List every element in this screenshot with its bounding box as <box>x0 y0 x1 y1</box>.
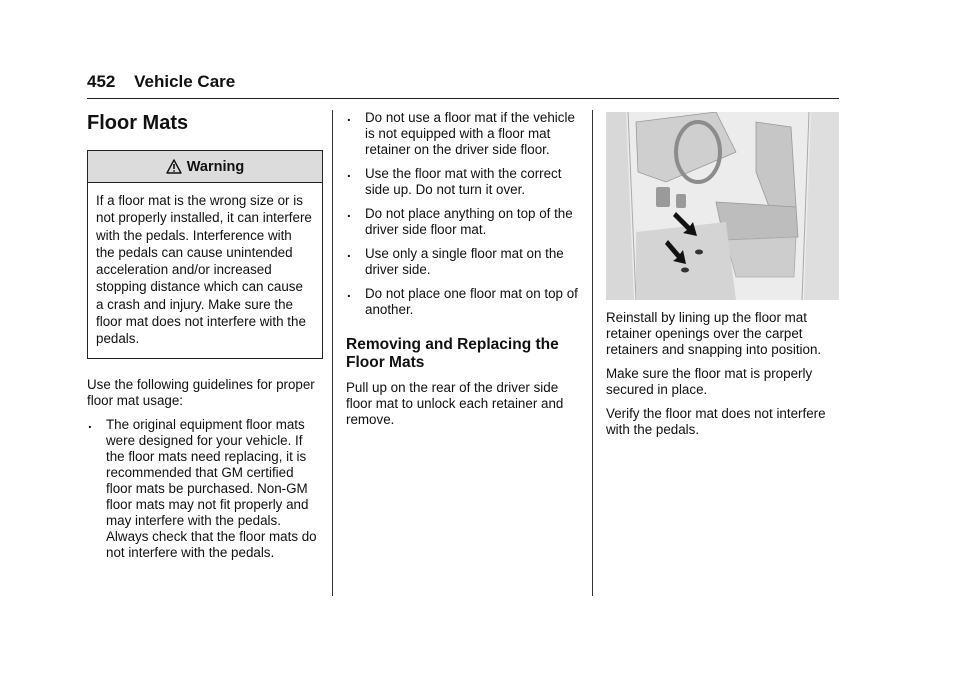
list-item-text: Do not place anything on top of the driver side floor mat. <box>365 206 573 237</box>
list-item <box>87 417 320 561</box>
floor-mat-illustration <box>606 112 839 300</box>
page-title: Floor Mats <box>87 112 189 134</box>
intro-paragraph: Use the following guidelines for proper floor mat usage: <box>87 376 315 408</box>
warning-box <box>87 150 323 359</box>
list-item <box>346 206 578 238</box>
column-2 <box>346 110 578 436</box>
list-item <box>346 166 578 198</box>
header-divider <box>87 98 839 99</box>
subsection-title: Removing and Replacing the Floor Mats <box>346 336 559 371</box>
warning-text: If a floor mat is the wrong size or is not properly installed, it can interfere with the pedals. Interference with the pedals can cause unintended acceleration and/or increased stopping distance which can cause a crash and injury. Make sure the floor mat does not interfere with the pedals. <box>96 193 312 347</box>
bullet-glyph: . <box>347 109 351 124</box>
body-paragraph: Pull up on the rear of the driver side floor mat to unlock each retainer and remove. <box>346 380 564 427</box>
list-item-text: The original equipment floor mats were designed for your vehicle. If the floor mats need replacing, it is recommended that GM certified floor mats be purchased. Non-GM floor mats may not fit properly and may interfere with the pedals. Always check that the floor mats do not interfere with the pedals. <box>106 416 317 560</box>
section-name: Vehicle Care <box>134 72 236 91</box>
body-paragraph: Make sure the floor mat is properly secured in place. <box>606 366 813 397</box>
bullet-glyph: . <box>347 285 351 300</box>
list-item-text: Do not place one floor mat on top of another. <box>365 286 578 317</box>
list-item-text: Use the floor mat with the correct side up. Do not turn it over. <box>365 166 562 197</box>
bullet-glyph: . <box>347 245 351 260</box>
list-item <box>346 110 578 158</box>
column-3 <box>606 110 840 446</box>
body-paragraph: Verify the floor mat does not interfere with the pedals. <box>606 406 826 437</box>
bullet-glyph: . <box>347 165 351 180</box>
list-item <box>346 286 578 318</box>
page-number: 452 <box>87 72 116 91</box>
column-divider <box>332 110 333 596</box>
warning-label: Warning <box>186 158 245 175</box>
warning-triangle-icon <box>166 159 182 174</box>
list-item-text: Use only a single floor mat on the driver side. <box>365 246 564 277</box>
warning-header <box>88 151 322 183</box>
floor-mat-illustration-icon <box>606 112 839 300</box>
bullet-glyph: . <box>347 205 351 220</box>
column-1 <box>87 110 320 569</box>
bullet-glyph: . <box>88 415 92 431</box>
list-item <box>346 246 578 278</box>
bullet-list <box>346 110 578 318</box>
bullet-list <box>87 417 320 561</box>
column-divider <box>592 110 593 596</box>
list-item-text: Do not use a floor mat if the vehicle is not equipped with a floor mat retainer on the driver side floor. <box>365 110 575 157</box>
page-header <box>87 72 235 92</box>
body-paragraph: Reinstall by lining up the floor mat retainer openings over the carpet retainers and snapping into position. <box>606 310 822 357</box>
